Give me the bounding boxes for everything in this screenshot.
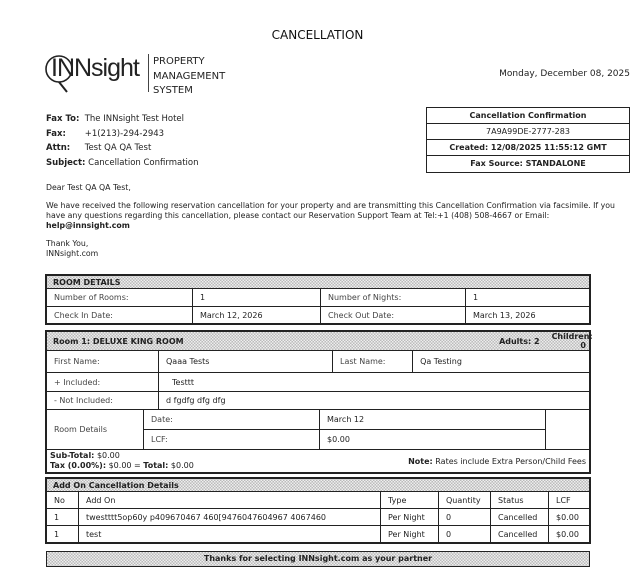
table-cell: twestttt5op60y p409670467 460[9476047604967 4067460 <box>79 509 381 526</box>
table-cell: 0 <box>439 509 491 526</box>
table-cell: Cancelled <box>491 526 549 543</box>
table-cell: 1 <box>47 526 79 543</box>
column-header: Type <box>381 492 439 509</box>
table-cell: Per Night <box>381 526 439 543</box>
innsight-logo: INNsight. <box>45 52 150 92</box>
room-details-header: ROOM DETAILS <box>47 276 590 289</box>
table-cell: $0.00 <box>549 526 590 543</box>
table-cell: $0.00 <box>549 509 590 526</box>
column-header: Status <box>491 492 549 509</box>
room-type-header: Room 1: DELUXE KING ROOM <box>47 332 413 351</box>
logo-divider <box>148 54 149 92</box>
room-details-table: ROOM DETAILS Number of Rooms: 1 Number of Nights: 1 Check In Date: March 12, 2026 Check Out Date: March 13, 2026 <box>46 275 590 324</box>
table-cell: test <box>79 526 381 543</box>
addons-header: Add On Cancellation Details <box>47 479 590 492</box>
document-date: Monday, December 08, 2025 <box>499 69 630 79</box>
column-header: Add On <box>79 492 381 509</box>
column-header: LCF <box>549 492 590 509</box>
totals-row: Sub-Total: $0.00 Tax (0.00%): $0.00 = Total: $0.00 Note: Rates include Extra Person/Child Fees <box>47 450 590 473</box>
table-cell: 0 <box>439 526 491 543</box>
page-title: CANCELLATION <box>271 28 364 42</box>
addons-table <box>46 478 590 543</box>
table-row <box>47 509 590 526</box>
table-cell: Per Night <box>381 509 439 526</box>
letter-body: Dear Test QA QA Test, We have received the following reservation cancellation for your property and are transmitting this Cancellation Confirmation via facsimile. If you have any questions regarding this cancellation, please contact our Reservation Support Team at Tel:+1 (408) 508-4667 or Email: help@innsight.com Thank You, INNsight.com <box>46 183 626 259</box>
footer-banner: Thanks for selecting INNsight.com as your partner <box>46 551 590 567</box>
confirmation-box: Cancellation Confirmation 7A9A99DE-2777-283 Created: 12/08/2025 11:55:12 GMT Fax Source: STANDALONE <box>426 107 630 173</box>
table-row <box>47 526 590 543</box>
support-email-link[interactable]: help@innsight.com <box>46 221 130 230</box>
room-1-table: Room 1: DELUXE KING ROOM Adults: 2 Children: 0 First Name: Qaaa Tests Last Name: Qa Testing + Included: Testtt - Not Included: d fgdfg dfg dfg Room Details Date: March 12 LCF: $0.00 Sub-Total: $0.00 Tax (0.00%): $0.00 = Total: $0.00 Note: Rates include Extra Person/Child Fees <box>46 331 590 473</box>
column-header: Quantity <box>439 492 491 509</box>
table-cell: Cancelled <box>491 509 549 526</box>
logo-tagline: PROPERTY MANAGEMENT SYSTEM <box>153 56 226 96</box>
table-cell: 1 <box>47 509 79 526</box>
column-header: No <box>47 492 79 509</box>
fax-info: Fax To: The INNsight Test Hotel Fax: +1(213)-294-2943 Attn: Test QA QA Test Subject: Cancellation Confirmation <box>46 114 199 168</box>
